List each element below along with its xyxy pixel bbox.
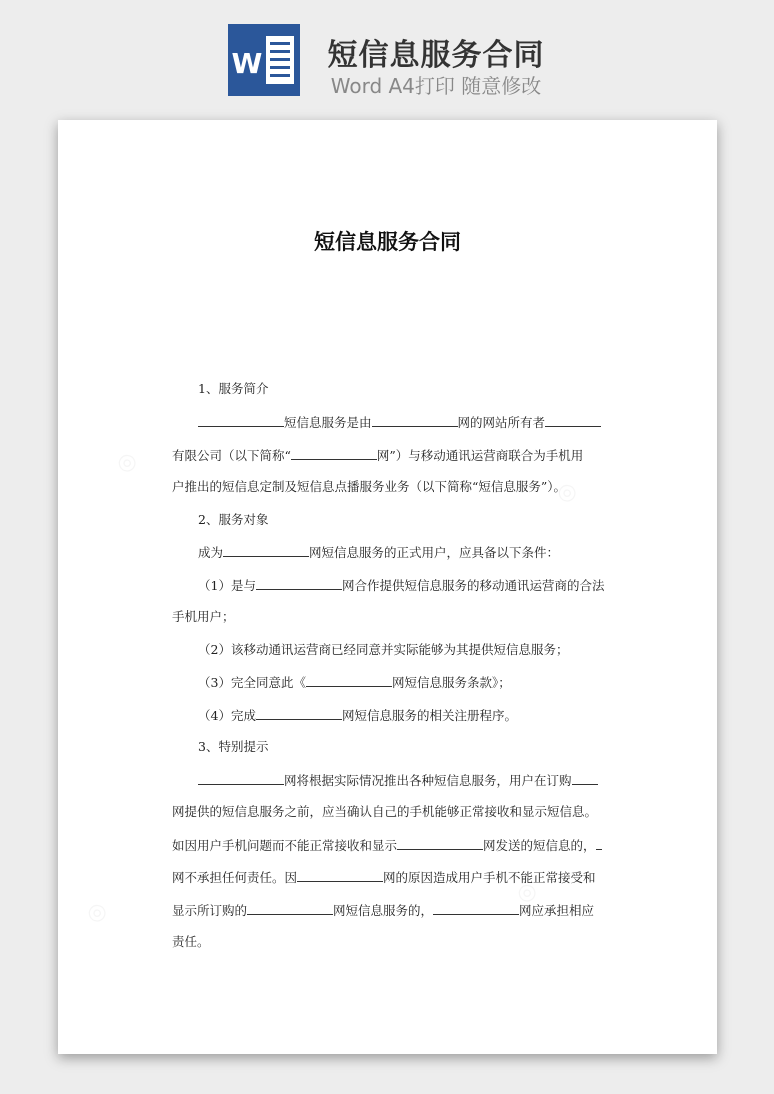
- header: [0, 0, 774, 110]
- paragraph-line: （2）该移动通讯运营商已经同意并实际能够为其提供短信息服务；: [198, 642, 569, 657]
- watermark: [113, 447, 143, 478]
- section-heading: 3、特别提示: [198, 739, 269, 754]
- paragraph-line: （1）是与 网合作提供短信息服务的移动通讯运营商的合法: [198, 578, 605, 593]
- blank-field: [397, 836, 483, 850]
- blank-field: [256, 706, 342, 720]
- blank-field: [596, 836, 602, 850]
- paragraph-line: 显示所订购的 网短信息服务的， 网应承担相应: [172, 903, 595, 918]
- blank-field: [372, 413, 458, 427]
- header-subtitle: Word A4打印 随意修改: [330, 74, 542, 98]
- paragraph-line: 成为 网短信息服务的正式用户，应具备以下条件：: [198, 545, 560, 560]
- section-heading: 1、服务简介: [198, 381, 269, 396]
- paragraph-line: 责任。: [172, 934, 210, 949]
- paragraph-line: 网提供的短信息服务之前，应当确认自己的手机能够正常接收和显示短信息。: [172, 804, 598, 819]
- blank-field: [433, 901, 519, 915]
- paragraph-line: 户推出的短信息定制及短信息点播服务业务（以下简称“短信息服务”）。: [172, 479, 567, 494]
- paragraph-line: （4）完成 网短信息服务的相关注册程序。: [198, 708, 517, 723]
- section-heading: 2、服务对象: [198, 512, 269, 527]
- paragraph-line: 有限公司（以下简称“ 网”）与移动通讯运营商联合为手机用: [172, 448, 584, 463]
- blank-field: [247, 901, 333, 915]
- header-title: 短信息服务合同: [327, 38, 545, 73]
- paragraph-line: 网将根据实际情况推出各种短信息服务，用户在订购: [198, 771, 598, 790]
- blank-field: [572, 771, 598, 785]
- blank-field: [306, 673, 392, 687]
- watermark: [83, 897, 113, 928]
- blank-field: [198, 771, 284, 785]
- blank-field: [297, 868, 383, 882]
- paragraph-line: （3）完全同意此《 网短信息服务条款》；: [198, 675, 511, 690]
- blank-field: [198, 413, 284, 427]
- paragraph-line: 手机用户；: [172, 609, 235, 624]
- document-page: [58, 120, 717, 1054]
- blank-field: [256, 576, 342, 590]
- blank-field: [291, 446, 377, 460]
- paragraph-line: 网不承担任何责任。因 网的原因造成用户手机不能正常接受和: [172, 870, 596, 885]
- logo-letter: W: [231, 47, 263, 80]
- paragraph-line: 如因用户手机问题而不能正常接收和显示 网发送的短信息的，: [172, 836, 602, 855]
- blank-field: [545, 413, 601, 427]
- document-title: 短信息服务合同: [314, 230, 461, 254]
- paragraph-line: 短信息服务是由 网的网站所有者: [198, 413, 601, 432]
- blank-field: [223, 543, 309, 557]
- word-logo-icon: [228, 24, 300, 96]
